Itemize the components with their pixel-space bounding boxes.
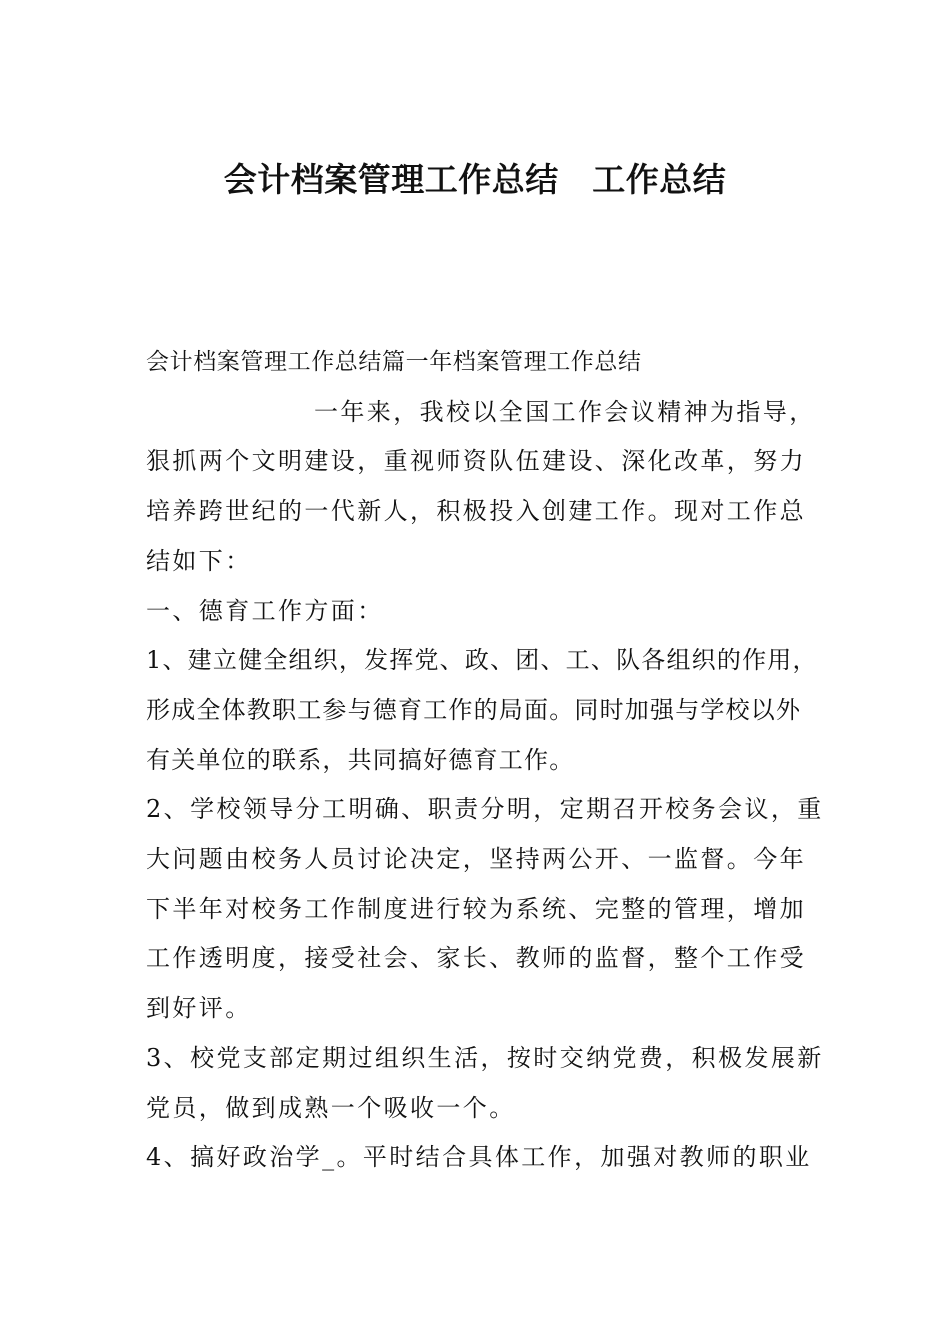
paragraph-item-3: 3、校党支部定期过组织生活，按时交纳党费，积极发展新党员，做到成熟一个吸收一个。 xyxy=(146,1043,824,1122)
paragraph-moral-education-heading: 一、德育工作方面： xyxy=(146,596,384,625)
section-heading: 会计档案管理工作总结篇一年档案管理工作总结 xyxy=(146,349,642,375)
paragraph-intro: 一年来，我校以全国工作会议精神为指导，狠抓两个文明建设，重视师资队伍建设、深化改革，努力培养跨世纪的一代新人，积极投入创建工作。现对工作总结如下： xyxy=(146,397,816,575)
paragraph-item-2: 2、学校领导分工明确、职责分明，定期召开校务会议，重大问题由校务人员讨论决定，坚持两公开、一监督。今年下半年对校务工作制度进行较为系统、完整的管理，增加工作透明度，接受社会、家长、教师的监督，整个工作受到好评。 xyxy=(146,795,824,1023)
paragraph-item-1: 1、建立健全组织，发挥党、政、团、工、队各组织的作用，形成全体教职工参与德育工作的局面。同时加强与学校以外有关单位的联系，共同搞好德育工作。 xyxy=(146,646,818,774)
paragraph-item-4: 4、搞好政治学_。平时结合具体工作，加强对教师的职业 xyxy=(146,1143,812,1172)
document-title: 会计档案管理工作总结 工作总结 xyxy=(223,160,727,199)
document-body xyxy=(146,338,826,1183)
